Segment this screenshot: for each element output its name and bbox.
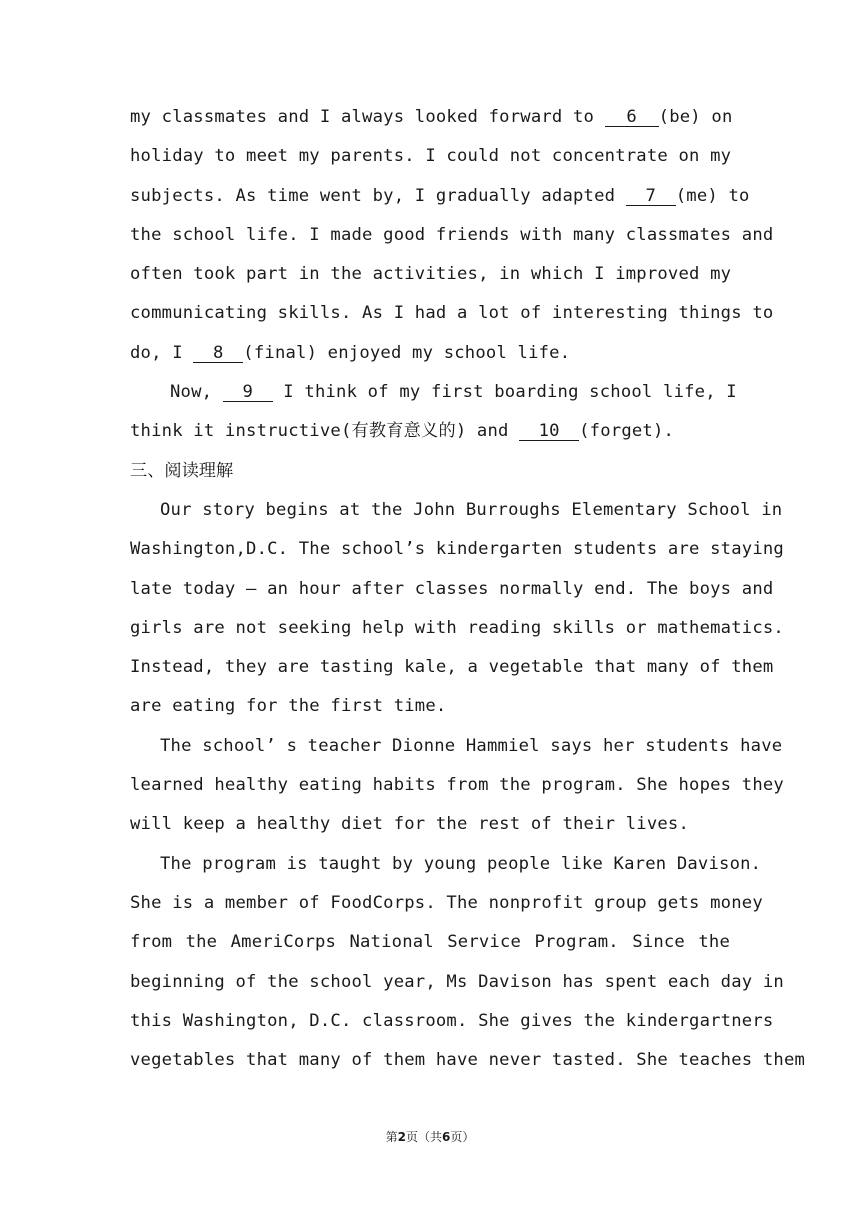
text-line	[130, 334, 730, 373]
text-line: The school’ s teacher Dionne Hammiel says her students have	[160, 735, 783, 756]
text-line: beginning of the school year, Ms Davison has spent each day in	[130, 971, 784, 992]
text-span: (forget).	[579, 421, 675, 442]
total-pages: 6	[442, 1130, 451, 1144]
answer-blank-9[interactable]: 9	[223, 383, 273, 402]
footer-prefix: 第	[385, 1130, 398, 1144]
text-line: often took part in the activities, in which I improved my	[130, 264, 732, 285]
text-line: Our story begins at the John Burroughs Elementary School in	[160, 499, 783, 520]
text-span: do, I	[130, 342, 194, 363]
answer-blank-8[interactable]: 8	[193, 344, 243, 363]
text-line	[130, 412, 730, 451]
text-line: The program is taught by young people like Karen Davison.	[160, 853, 762, 874]
footer-middle: 页（共	[405, 1130, 442, 1144]
text-span: (be) on	[658, 107, 733, 127]
text-line: Instead, they are tasting kale, a vegetable that many of them	[130, 657, 774, 678]
text-line: this Washington, D.C. classroom. She gives the kindergartners	[130, 1010, 774, 1031]
footer-suffix: 页）	[450, 1130, 475, 1144]
section-heading: 三、阅读理解	[130, 460, 234, 481]
text-line: learned healthy eating habits from the program. She hopes they	[130, 775, 784, 796]
text-span: Now,	[170, 382, 223, 403]
text-span: I think of my first boarding school life, I	[272, 382, 737, 403]
text-line: the school life. I made good friends with many classmates and	[130, 224, 774, 245]
text-line: late today — an hour after classes normally end. The boys and	[130, 578, 774, 599]
text-line: holiday to meet my parents. I could not concentrate on my	[130, 146, 732, 167]
text-line: Washington,D.C. The school’s kindergarten students are staying	[130, 539, 784, 560]
text-line: will keep a healthy diet for the rest of their lives.	[130, 814, 690, 835]
text-line: from the AmeriCorps National Service Program. Since the	[130, 932, 730, 953]
text-span: (me) to	[675, 185, 750, 206]
text-span: think it instructive(有教育意义的) and	[130, 421, 520, 442]
text-line	[130, 177, 750, 216]
text-span: my classmates and I always looked forward to	[130, 107, 605, 127]
text-line: are eating for the first time.	[130, 696, 447, 717]
answer-blank-10[interactable]: 10	[519, 422, 579, 441]
text-line	[130, 98, 733, 137]
text-line: girls are not seeking help with reading skills or mathematics.	[130, 617, 784, 638]
text-span: (final) enjoyed my school life.	[243, 342, 571, 363]
text-line: communicating skills. As I had a lot of interesting things to	[130, 303, 774, 324]
page-footer	[0, 1128, 860, 1145]
answer-blank-6[interactable]: 6	[605, 108, 659, 127]
text-line: vegetables that many of them have never tasted. She teaches them	[130, 1050, 806, 1071]
page-number: 2	[397, 1130, 406, 1144]
answer-blank-7[interactable]: 7	[626, 187, 676, 206]
page-content	[130, 98, 806, 1080]
text-line	[130, 373, 737, 412]
text-span: subjects. As time went by, I gradually adapted	[130, 185, 626, 206]
text-line: She is a member of FoodCorps. The nonprofit group gets money	[130, 892, 763, 913]
